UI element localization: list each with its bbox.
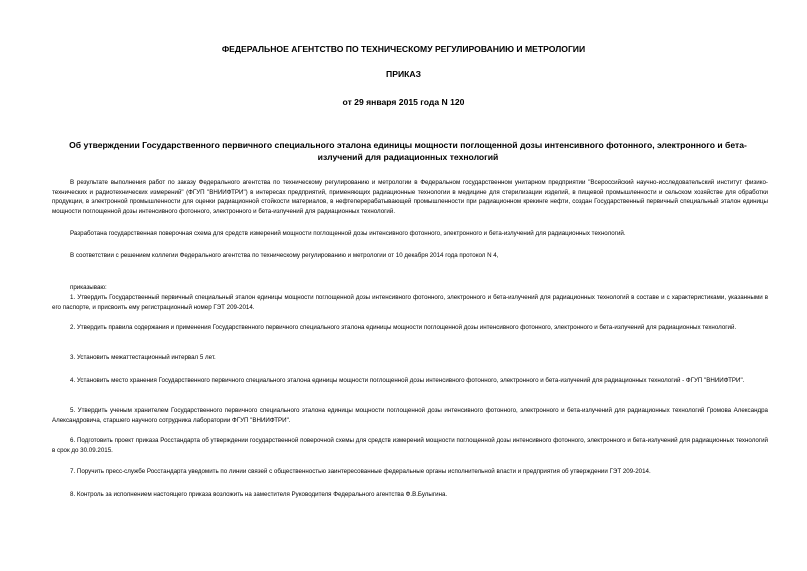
order-item-3: 3. Установить межаттестационный интервал 5 лет. (70, 354, 216, 361)
date-number-heading: от 29 января 2015 года N 120 (342, 97, 465, 107)
order-item-5: 5. Утвердить ученым хранителем Государственного первичного специального эталона единицы мощности поглощенной дозы интенсивного фотонного, электронного и бета-излучений для радиационных технологий Громова Александра Александровича, старшего научного сотрудника лаборатории ФГУП "ВНИИФТРИ". (52, 407, 768, 424)
order-item-4: 4. Установить место хранения Государственного первичного специального эталона единицы мощности поглощенной дозы интенсивного фотонного, электронного и бета-излучений для радиационных технологий - ФГУП "ВНИИФТРИ". (70, 377, 745, 384)
order-item-1: 1. Утвердить Государственный первичный специальный эталон единицы мощности поглощенной дозы интенсивного фотонного, электронного и бета-излучений для радиационных технологий в составе и с характеристиками, указанными в его паспорте, и присвоить ему регистрационный номер ГЭТ 209-2014. (52, 294, 768, 311)
agency-heading: ФЕДЕРАЛЬНОЕ АГЕНТСТВО ПО ТЕХНИЧЕСКОМУ РЕГУЛИРОВАНИЮ И МЕТРОЛОГИИ (221, 44, 586, 54)
order-item-8: 8. Контроль за исполнением настоящего приказа возложить на заместителя Руководителя Федерального агентства Ф.В.Булыгина. (70, 491, 448, 498)
doc-type-heading: ПРИКАЗ (386, 69, 421, 79)
paragraph-scheme: Разработана государственная поверочная схема для средств измерений мощности поглощенной дозы интенсивного фотонного, электронного и бета-излучений для радиационных технологий. (70, 230, 626, 237)
order-item-2: 2. Утвердить правила содержания и применения Государственного первичного специального эталона единицы мощности поглощенной дозы интенсивного фотонного, электронного и бета-излучений для радиационных технологий. (70, 324, 737, 331)
order-item-7: 7. Поручить пресс-службе Росстандарта уведомить по линии связей с общественностью заинтересованные федеральные органы исполнительной власти и предприятия об утверждении ГЭТ 209-2014. (70, 468, 651, 475)
document-title: Об утверждении Государственного первичного специального эталона единицы мощности поглощенной дозы интенсивного фотонного, электронного и бета-излучений для радиационных технологий (69, 140, 747, 162)
order-word: приказываю: (70, 284, 107, 291)
paragraph-decision: В соответствии с решением коллегии Федерального агентства по техническому регулированию и метрологии от 10 декабря 2014 года протокол N 4, (70, 252, 499, 259)
paragraph-preamble: В результате выполнения работ по заказу Федерального агентства по техническому регулированию и метрологии в Федеральном государственном унитарном предприятии "Всероссийский научно-исследовательский институт физико-технических и радиотехнических измерений" (ФГУП "ВНИИФТРИ") в интересах предприятий, применяющих радиационные технологии в медицине для стерилизации изделий, в пищевой промышленности и сельском хозяйстве для обработки продукции, в электронной промышленности для оценки радиационной стойкости материалов, в нефтеперерабатывающей промышленности при радиационном крекинге нефти, создан Государственный первичный специальный эталон единицы мощности поглощенной дозы интенсивного фотонного, электронного и бета-излучений для радиационных технологий. (52, 179, 768, 215)
order-item-6: 6. Подготовить проект приказа Росстандарта об утверждении государственной поверочной схемы для средств измерений мощности поглощенной дозы интенсивного фотонного, электронного и бета-излучений для радиационных технологий в срок до 30.09.2015. (52, 437, 768, 454)
